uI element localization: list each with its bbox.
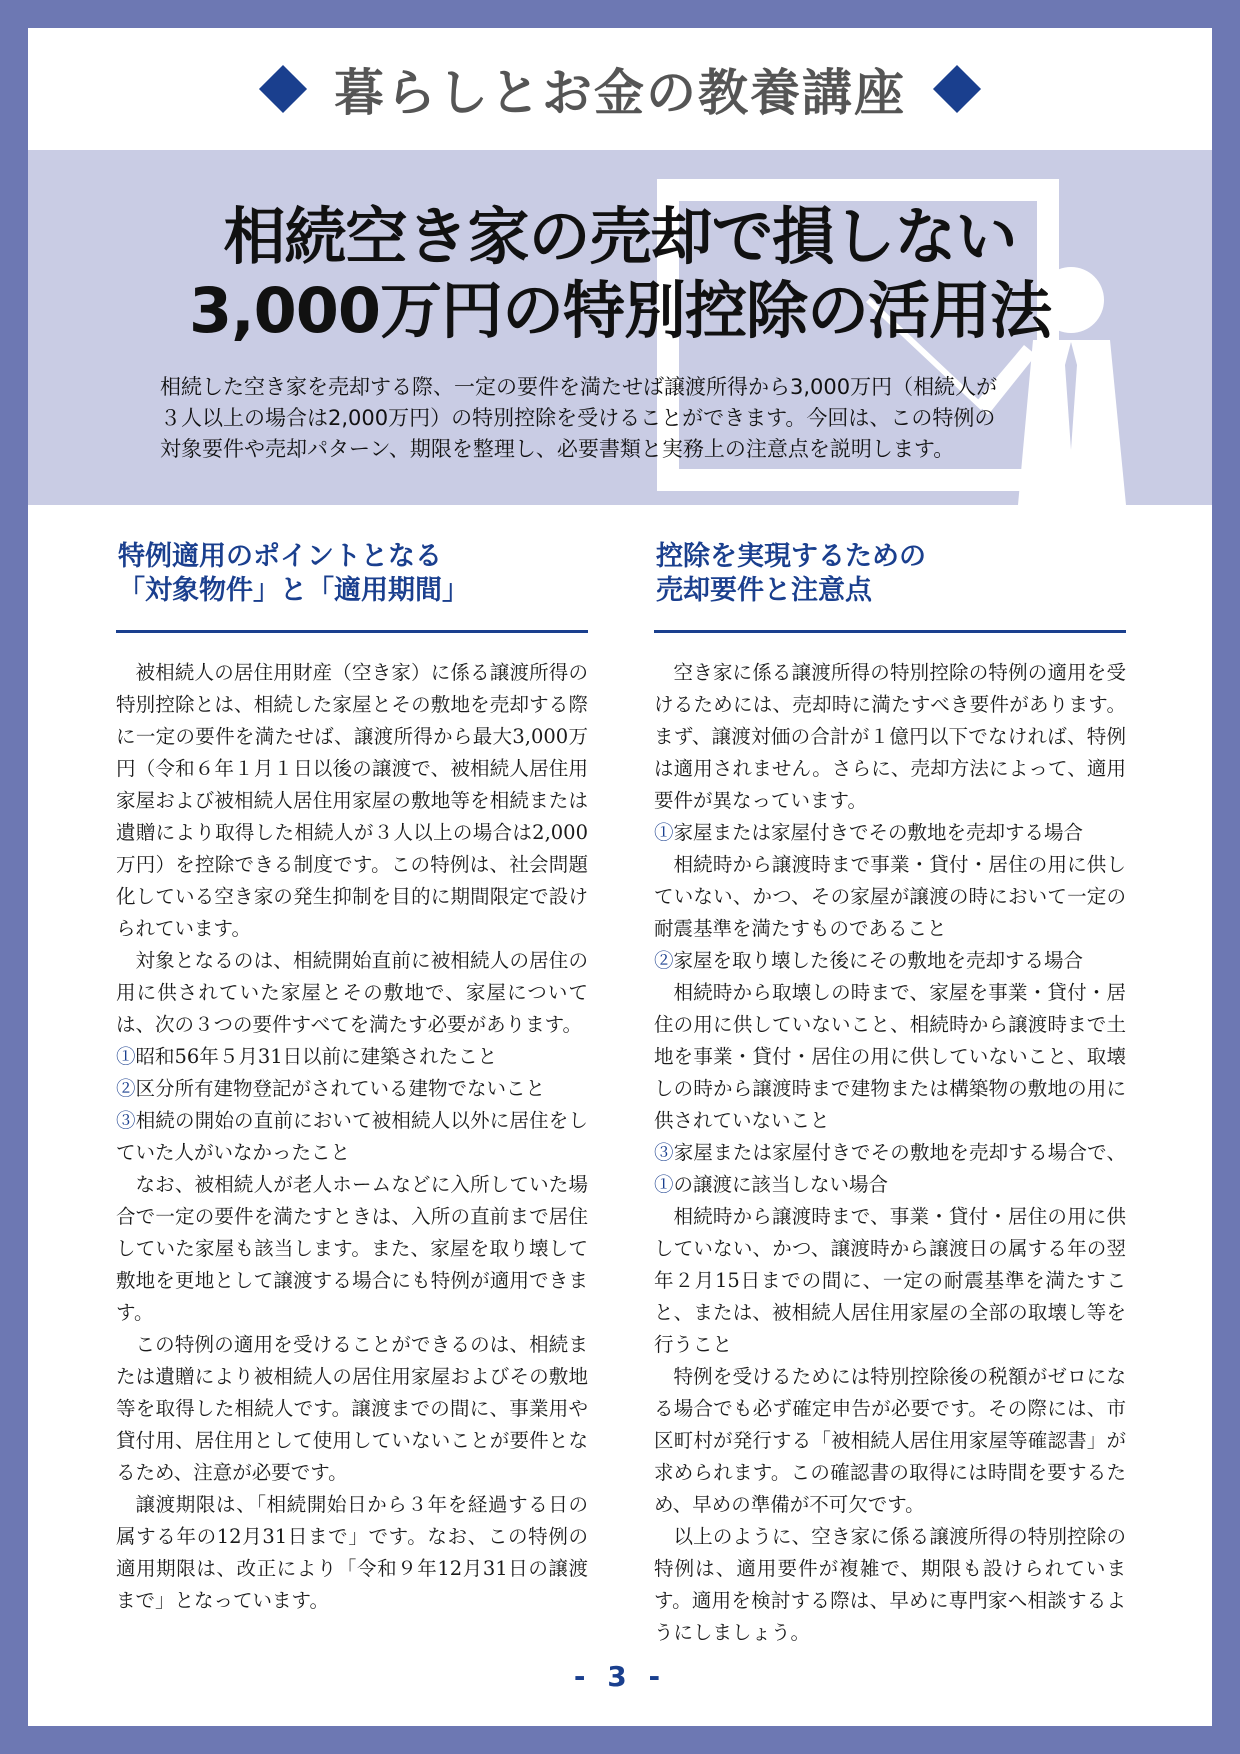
left-heading-rule (116, 630, 588, 633)
page-sheet (28, 28, 1212, 1726)
case-3-title-text-b: の譲渡に該当しない場合 (673, 1173, 889, 1196)
page-number: - 3 - (573, 1660, 667, 1693)
circled-number-1-ref: ① (654, 1173, 674, 1196)
lead-line1: 相続した空き家を売却する際、一定の要件を満たせば譲渡所得から3,000万円（相続人が (160, 375, 998, 399)
left-paragraph-5: 譲渡期限は、「相続開始日から３年を経過する日の属する年の12月31日まで」です。なお、この特例の適用期限は、改正により「令和９年12月31日の譲渡まで」となっています。 (116, 1493, 588, 1612)
left-paragraph-4: この特例の適用を受けることができるのは、相続または遺贈により被相続人の居住用家屋およびその敷地等を取得した相続人です。譲渡までの間に、事業用や貸付用、居住用として使用していないことが要件となるため、注意が必要です。 (116, 1333, 588, 1484)
main-title (28, 200, 1212, 348)
case-2-body: 相続時から取壊しの時まで、家屋を事業・貸付・居住の用に供していないこと、相続時から譲渡時まで土地を事業・貸付・居住の用に供していないこと、取壊しの時から譲渡時まで建物または構築物の敷地の用に供されていないこと (654, 981, 1126, 1132)
diamond-left-icon (259, 65, 307, 113)
hero-band (28, 150, 1212, 505)
lead-line3: 対象要件や売却パターン、期限を整理し、必要書類と実務上の注意点を説明します。 (160, 437, 955, 461)
left-requirement-3 (116, 1105, 588, 1169)
left-requirement-2 (116, 1073, 588, 1105)
left-heading-line1: 特例適用のポイントとなる (118, 541, 442, 572)
case-3-title-text-a: 家屋または家屋付きでその敷地を売却する場合で、 (673, 1141, 1126, 1164)
right-heading-line2: 売却要件と注意点 (656, 575, 872, 606)
left-paragraph-3: なお、被相続人が老人ホームなどに入所していた場合で一定の要件を満たすときは、入所の直前まで居住していた家屋も該当します。また、家屋を取り壊して敷地を更地として譲渡する場合にも特例が適用できます。 (116, 1173, 588, 1324)
right-heading-rule (654, 630, 1126, 633)
left-requirement-1-text: 昭和56年５月31日以前に建築されたこと (135, 1045, 498, 1068)
circled-number-2: ② (116, 1077, 136, 1100)
left-heading-line2: 「対象物件」と「適用期間」 (118, 575, 469, 606)
circled-number-3: ③ (116, 1109, 136, 1132)
right-paragraph-2: 特例を受けるためには特別控除後の税額がゼロになる場合でも必ず確定申告が必要です。その際には、市区町村が発行する「被相続人居住用家屋等確認書」が求められます。この確認書の取得には時間を要するため、早めの準備が不可欠です。 (654, 1365, 1126, 1516)
diamond-right-icon (933, 65, 981, 113)
case-2-title (654, 945, 1126, 977)
left-paragraph-1: 被相続人の居住用財産（空き家）に係る譲渡所得の特別控除とは、相続した家屋とその敷地を売却する際に一定の要件を満たせば、譲渡所得から最大3,000万円（令和６年１月１日以後の譲渡で、被相続人居住用家屋および被相続人居住用家屋の敷地等を相続または遺贈により取得した相続人が３人以上の場合は2,000万円）を控除できる制度です。この特例は、社会問題化している空き家の発生抑制を目的に期間限定で設けられています。 (116, 661, 588, 940)
case-1-title-text: 家屋または家屋付きでその敷地を売却する場合 (673, 821, 1084, 844)
case-3-body: 相続時から譲渡時まで、事業・貸付・居住の用に供していない、かつ、譲渡時から譲渡日の属する年の翌年２月15日までの間に、一定の耐震基準を満たすこと、または、被相続人居住用家屋の全部の取壊し等を行うこと (654, 1205, 1126, 1356)
left-requirement-2-text: 区分所有建物登記がされている建物でないこと (135, 1077, 546, 1100)
circled-number-2: ② (654, 949, 674, 972)
case-3-title (654, 1137, 1126, 1201)
right-heading-line1: 控除を実現するための (656, 541, 926, 572)
series-title: 暮らしとお金の教養講座 (334, 64, 906, 122)
right-paragraph-3: 以上のように、空き家に係る譲渡所得の特別控除の特例は、適用要件が複雑で、期限も設けられています。適用を検討する際は、早めに専門家へ相談するようにしましょう。 (654, 1525, 1126, 1644)
lead-text (160, 372, 1100, 465)
left-requirement-1 (116, 1041, 588, 1073)
left-requirement-3-text: 相続の開始の直前において被相続人以外に居住をしていた人がいなかったこと (116, 1109, 588, 1164)
case-2-title-text: 家屋を取り壊した後にその敷地を売却する場合 (673, 949, 1084, 972)
case-1-title (654, 817, 1126, 849)
case-1-body: 相続時から譲渡時まで事業・貸付・居住の用に供していない、かつ、その家屋が譲渡の時において一定の耐震基準を満たすものであること (654, 853, 1126, 940)
left-column (116, 540, 588, 1617)
right-heading (654, 540, 1126, 612)
main-title-line1: 相続空き家の売却で損しない (223, 200, 1017, 273)
left-paragraph-2: 対象となるのは、相続開始直前に被相続人の居住の用に供されていた家屋とその敷地で、家屋については、次の３つの要件すべてを満たす必要があります。 (116, 949, 588, 1036)
main-title-line2: 3,000万円の特別控除の活用法 (188, 274, 1052, 347)
right-column (654, 540, 1126, 1649)
left-heading (116, 540, 588, 612)
series-header (28, 28, 1212, 150)
right-paragraph-1: 空き家に係る譲渡所得の特別控除の特例の適用を受けるためには、売却時に満たすべき要件があります。まず、譲渡対価の合計が１億円以下でなければ、特例は適用されません。さらに、売却方法によって、適用要件が異なっています。 (654, 661, 1126, 812)
circled-number-1: ① (654, 821, 674, 844)
circled-number-1: ① (116, 1045, 136, 1068)
lead-line2: ３人以上の場合は2,000万円）の特別控除を受けることができます。今回は、この特例の (160, 406, 996, 430)
circled-number-3: ③ (654, 1141, 674, 1164)
